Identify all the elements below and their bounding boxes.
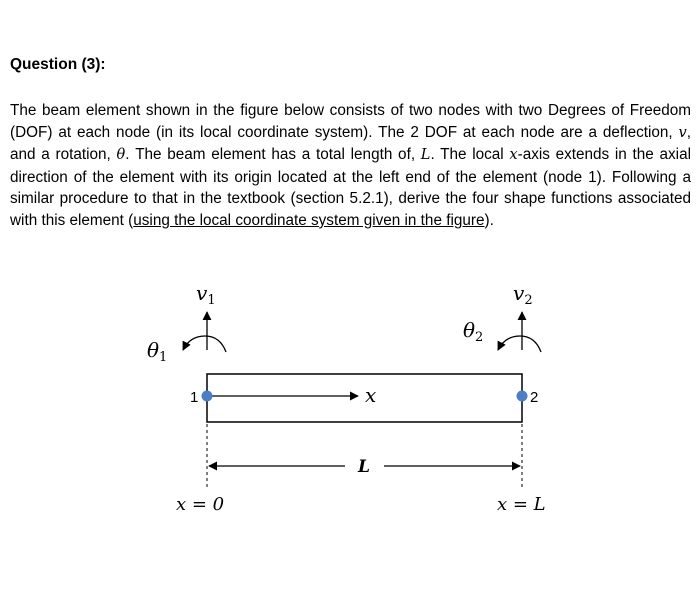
text-segment: The beam element shown in the figure below consists of two nodes with two Degrees of Freedom (DOF) at each node (in its local coordinate system). The 2 DOF at each node are a deflection, <box>10 102 691 141</box>
question-heading: Question (3): <box>10 56 106 73</box>
underlined-instruction: using the local coordinate system given in the figure <box>133 211 485 229</box>
xL-label: x = L <box>497 494 546 515</box>
node2-dof-arrows <box>498 312 541 352</box>
deflection-symbol: v <box>678 124 687 141</box>
rotation-arrow-2 <box>498 336 541 352</box>
text-segment: ). <box>484 211 494 229</box>
theta1-label: $\theta_1$ <box>147 338 168 365</box>
v1-label: $v_1$ <box>196 281 216 308</box>
axis-label: x <box>365 383 377 407</box>
node-2 <box>517 391 528 402</box>
x0-label: x = 0 <box>176 494 225 515</box>
node2-label: 2 <box>530 389 539 406</box>
question-paragraph <box>10 100 691 232</box>
text-segment: , and a rotation, <box>10 123 691 164</box>
text-segment: . The local <box>430 146 510 164</box>
theta2-label: $\theta_2$ <box>463 318 484 345</box>
length-symbol: L <box>420 147 431 164</box>
node-1 <box>202 391 213 402</box>
length-label: L <box>358 457 370 477</box>
text-segment: . The beam element has a total length of, <box>125 146 421 164</box>
rotation-symbol: θ <box>116 147 126 164</box>
axis-symbol: x <box>509 147 518 164</box>
beam-element-figure <box>0 270 700 530</box>
v2-label: $v_2$ <box>513 281 533 308</box>
node1-dof-arrows <box>183 312 226 352</box>
rotation-arrow-1 <box>183 336 226 352</box>
text-segment: -axis extends in the axial direction of the element with its origin located at the left end of the element (node 1). Following a similar procedure to that in the textbook (section 5.2.1), derive the four shape functions associated with this element ( <box>10 146 691 229</box>
node1-label: 1 <box>190 389 199 406</box>
